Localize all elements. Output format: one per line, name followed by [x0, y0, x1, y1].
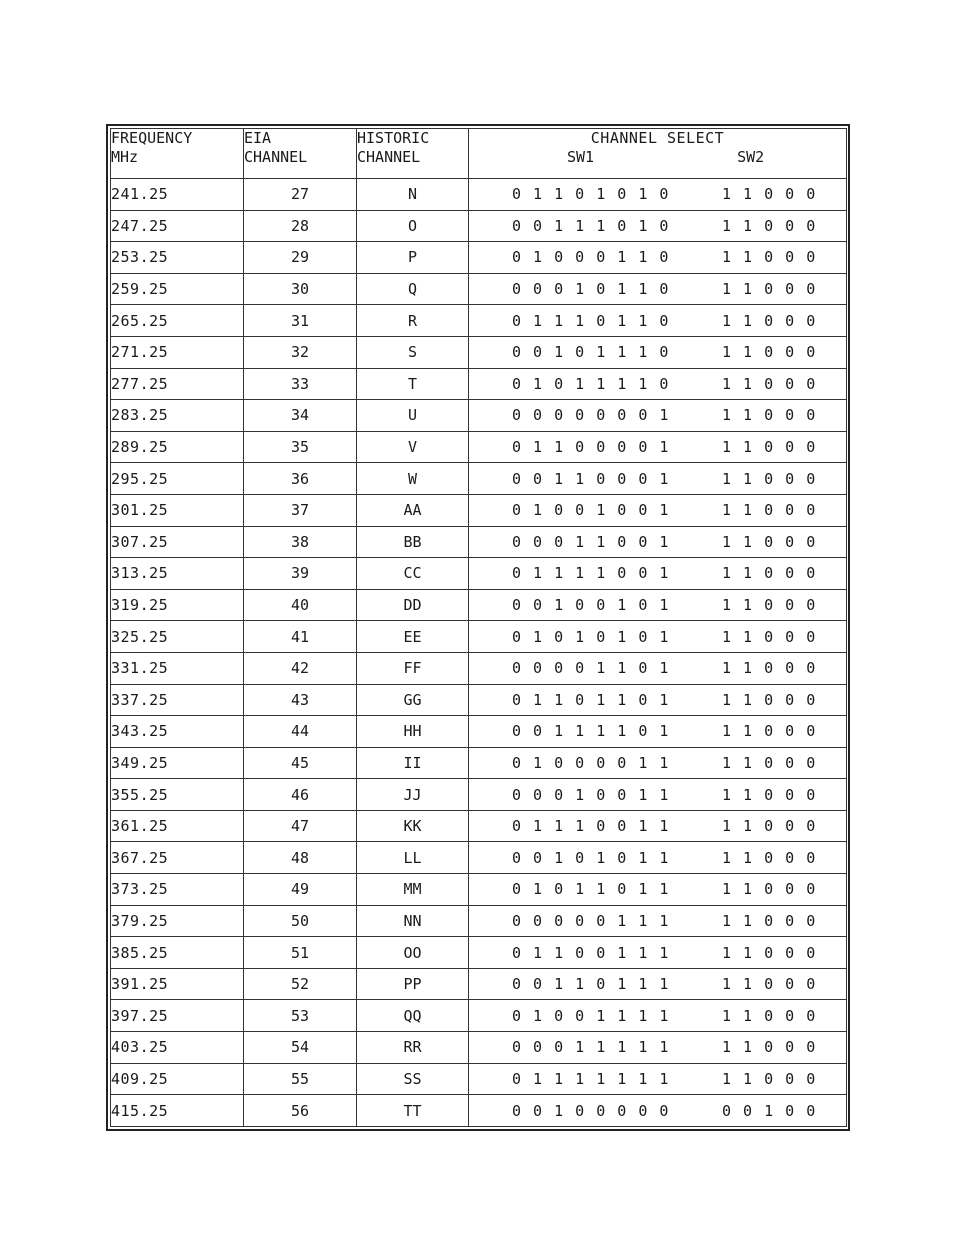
table-row	[111, 494, 847, 526]
cell-channel-select	[469, 621, 847, 653]
cell-frequency: 409.25	[111, 1063, 244, 1095]
table-row	[111, 621, 847, 653]
sw2-bits: 1 1 0 0 0	[722, 880, 816, 899]
header-historic-line1: HISTORIC	[357, 129, 430, 147]
switch-bits	[469, 185, 846, 203]
header-frequency-line2: MHz	[111, 148, 139, 166]
cell-eia-channel: 44	[244, 716, 357, 748]
cell-frequency: 415.25	[111, 1095, 244, 1127]
cell-frequency: 373.25	[111, 874, 244, 906]
cell-channel-select	[469, 937, 847, 969]
sw1-bits: 0 0 0 0 0 0 0 1	[512, 406, 669, 425]
cell-eia-channel: 38	[244, 526, 357, 558]
switch-bits	[469, 1007, 846, 1025]
cell-eia-channel: 49	[244, 874, 357, 906]
header-historic-channel	[357, 129, 469, 179]
cell-eia-channel: 28	[244, 210, 357, 242]
cell-frequency: 265.25	[111, 305, 244, 337]
cell-frequency: 331.25	[111, 652, 244, 684]
switch-bits	[469, 248, 846, 266]
header-switch-labels	[469, 148, 846, 167]
switch-bits	[469, 817, 846, 835]
cell-eia-channel: 45	[244, 747, 357, 779]
cell-historic-channel: U	[357, 400, 469, 432]
cell-eia-channel: 48	[244, 842, 357, 874]
sw1-bits: 0 0 0 1 0 0 1 1	[512, 785, 669, 804]
table-row	[111, 810, 847, 842]
sw2-bits: 1 1 0 0 0	[722, 311, 816, 330]
cell-eia-channel: 42	[244, 652, 357, 684]
cell-eia-channel: 54	[244, 1032, 357, 1064]
cell-frequency: 283.25	[111, 400, 244, 432]
cell-frequency: 277.25	[111, 368, 244, 400]
cell-historic-channel: GG	[357, 684, 469, 716]
table-row	[111, 968, 847, 1000]
cell-channel-select	[469, 779, 847, 811]
table-frame	[106, 124, 850, 1131]
cell-frequency: 313.25	[111, 558, 244, 590]
cell-eia-channel: 41	[244, 621, 357, 653]
sw2-bits: 1 1 0 0 0	[722, 532, 816, 551]
cell-frequency: 385.25	[111, 937, 244, 969]
sw2-bits: 1 1 0 0 0	[722, 848, 816, 867]
table-row	[111, 905, 847, 937]
sw2-bits: 1 1 0 0 0	[722, 817, 816, 836]
switch-bits	[469, 628, 846, 646]
switch-bits	[469, 880, 846, 898]
cell-historic-channel: LL	[357, 842, 469, 874]
cell-channel-select	[469, 652, 847, 684]
cell-frequency: 343.25	[111, 716, 244, 748]
table-row	[111, 336, 847, 368]
cell-channel-select	[469, 747, 847, 779]
cell-channel-select	[469, 210, 847, 242]
cell-eia-channel: 56	[244, 1095, 357, 1127]
cell-historic-channel: FF	[357, 652, 469, 684]
switch-bits	[469, 343, 846, 361]
switch-bits	[469, 722, 846, 740]
cell-historic-channel: BB	[357, 526, 469, 558]
cell-historic-channel: DD	[357, 589, 469, 621]
cell-frequency: 307.25	[111, 526, 244, 558]
switch-bits	[469, 849, 846, 867]
table-row	[111, 747, 847, 779]
cell-eia-channel: 53	[244, 1000, 357, 1032]
cell-channel-select	[469, 1063, 847, 1095]
sw2-bits: 1 1 0 0 0	[722, 659, 816, 678]
switch-bits	[469, 754, 846, 772]
table-row	[111, 558, 847, 590]
cell-frequency: 379.25	[111, 905, 244, 937]
switch-bits	[469, 533, 846, 551]
cell-historic-channel: Q	[357, 273, 469, 305]
table-row	[111, 242, 847, 274]
switch-bits	[469, 1102, 846, 1120]
sw1-bits: 0 0 0 0 0 1 1 1	[512, 911, 669, 930]
switch-bits	[469, 217, 846, 235]
switch-bits	[469, 1070, 846, 1088]
cell-frequency: 259.25	[111, 273, 244, 305]
sw1-bits: 0 0 1 0 1 0 1 1	[512, 848, 669, 867]
cell-channel-select	[469, 273, 847, 305]
cell-channel-select	[469, 810, 847, 842]
sw2-bits: 0 0 1 0 0	[722, 1101, 816, 1120]
cell-channel-select	[469, 589, 847, 621]
cell-frequency: 253.25	[111, 242, 244, 274]
sw2-bits: 1 1 0 0 0	[722, 469, 816, 488]
cell-historic-channel: QQ	[357, 1000, 469, 1032]
sw1-bits: 0 1 1 1 0 0 1 1	[512, 817, 669, 836]
cell-eia-channel: 51	[244, 937, 357, 969]
sw1-bits: 0 1 1 1 1 1 1 1	[512, 1069, 669, 1088]
switch-bits	[469, 912, 846, 930]
header-eia-channel	[244, 129, 357, 179]
sw2-bits: 1 1 0 0 0	[722, 406, 816, 425]
cell-historic-channel: HH	[357, 716, 469, 748]
cell-eia-channel: 27	[244, 179, 357, 211]
sw1-bits: 0 1 0 0 0 1 1 0	[512, 248, 669, 267]
cell-channel-select	[469, 463, 847, 495]
table-row	[111, 305, 847, 337]
cell-historic-channel: S	[357, 336, 469, 368]
switch-bits	[469, 564, 846, 582]
table-row	[111, 400, 847, 432]
sw1-bits: 0 1 1 1 1 0 0 1	[512, 564, 669, 583]
cell-frequency: 337.25	[111, 684, 244, 716]
cell-channel-select	[469, 179, 847, 211]
cell-channel-select	[469, 494, 847, 526]
sw1-bits: 0 0 1 1 1 1 0 1	[512, 722, 669, 741]
sw1-bits: 0 1 1 0 1 0 1 0	[512, 185, 669, 204]
switch-bits	[469, 406, 846, 424]
cell-channel-select	[469, 968, 847, 1000]
header-channel-select-title: CHANNEL SELECT	[590, 129, 725, 147]
sw1-bits: 0 1 0 0 0 0 1 1	[512, 753, 669, 772]
sw2-bits: 1 1 0 0 0	[722, 438, 816, 457]
cell-historic-channel: JJ	[357, 779, 469, 811]
cell-frequency: 361.25	[111, 810, 244, 842]
table-row	[111, 684, 847, 716]
cell-channel-select	[469, 526, 847, 558]
sw2-bits: 1 1 0 0 0	[722, 943, 816, 962]
header-frequency-line1: FREQUENCY	[111, 129, 193, 147]
cell-eia-channel: 30	[244, 273, 357, 305]
cell-channel-select	[469, 684, 847, 716]
table-row	[111, 652, 847, 684]
cell-channel-select	[469, 842, 847, 874]
cell-historic-channel: R	[357, 305, 469, 337]
sw2-bits: 1 1 0 0 0	[722, 975, 816, 994]
cell-frequency: 319.25	[111, 589, 244, 621]
cell-eia-channel: 31	[244, 305, 357, 337]
cell-channel-select	[469, 400, 847, 432]
sw2-bits: 1 1 0 0 0	[722, 911, 816, 930]
table-header-row	[111, 129, 847, 179]
cell-eia-channel: 32	[244, 336, 357, 368]
sw1-bits: 0 1 1 0 0 1 1 1	[512, 943, 669, 962]
switch-bits	[469, 470, 846, 488]
channel-table	[110, 128, 847, 1127]
cell-eia-channel: 39	[244, 558, 357, 590]
cell-eia-channel: 43	[244, 684, 357, 716]
sw1-bits: 0 0 1 1 0 1 1 1	[512, 975, 669, 994]
table-row	[111, 589, 847, 621]
cell-frequency: 289.25	[111, 431, 244, 463]
table-row	[111, 842, 847, 874]
sw1-bits: 0 0 1 1 1 0 1 0	[512, 216, 669, 235]
sw1-bits: 0 0 0 0 1 1 0 1	[512, 659, 669, 678]
cell-channel-select	[469, 716, 847, 748]
cell-frequency: 241.25	[111, 179, 244, 211]
cell-channel-select	[469, 1032, 847, 1064]
cell-channel-select	[469, 1095, 847, 1127]
cell-historic-channel: O	[357, 210, 469, 242]
sw2-bits: 1 1 0 0 0	[722, 1069, 816, 1088]
switch-bits	[469, 786, 846, 804]
sw1-bits: 0 0 0 1 0 1 1 0	[512, 280, 669, 299]
cell-channel-select	[469, 368, 847, 400]
table-row	[111, 463, 847, 495]
cell-frequency: 301.25	[111, 494, 244, 526]
header-sw2: SW2	[737, 148, 765, 166]
sw2-bits: 1 1 0 0 0	[722, 248, 816, 267]
table-row	[111, 716, 847, 748]
cell-eia-channel: 40	[244, 589, 357, 621]
sw2-bits: 1 1 0 0 0	[722, 216, 816, 235]
cell-historic-channel: TT	[357, 1095, 469, 1127]
table-row	[111, 273, 847, 305]
table-row	[111, 1032, 847, 1064]
table-row	[111, 874, 847, 906]
cell-channel-select	[469, 305, 847, 337]
sw1-bits: 0 1 1 1 0 1 1 0	[512, 311, 669, 330]
cell-historic-channel: AA	[357, 494, 469, 526]
sw1-bits: 0 0 1 0 0 0 0 0	[512, 1101, 669, 1120]
cell-eia-channel: 50	[244, 905, 357, 937]
sw2-bits: 1 1 0 0 0	[722, 596, 816, 615]
cell-eia-channel: 35	[244, 431, 357, 463]
table-row	[111, 431, 847, 463]
cell-eia-channel: 55	[244, 1063, 357, 1095]
table-row	[111, 937, 847, 969]
cell-frequency: 367.25	[111, 842, 244, 874]
sw1-bits: 0 0 0 1 1 0 0 1	[512, 532, 669, 551]
sw1-bits: 0 1 0 1 1 1 1 0	[512, 374, 669, 393]
cell-eia-channel: 29	[244, 242, 357, 274]
sw1-bits: 0 0 0 1 1 1 1 1	[512, 1038, 669, 1057]
sw1-bits: 0 1 1 0 0 0 0 1	[512, 438, 669, 457]
table-row	[111, 1095, 847, 1127]
header-eia-line1: EIA	[244, 129, 272, 147]
sw2-bits: 1 1 0 0 0	[722, 722, 816, 741]
table-row	[111, 779, 847, 811]
cell-historic-channel: PP	[357, 968, 469, 1000]
cell-frequency: 325.25	[111, 621, 244, 653]
sw2-bits: 1 1 0 0 0	[722, 501, 816, 520]
cell-historic-channel: N	[357, 179, 469, 211]
cell-eia-channel: 46	[244, 779, 357, 811]
cell-historic-channel: MM	[357, 874, 469, 906]
header-channel-select	[469, 129, 847, 179]
sw2-bits: 1 1 0 0 0	[722, 1006, 816, 1025]
switch-bits	[469, 944, 846, 962]
sw1-bits: 0 1 1 0 1 1 0 1	[512, 690, 669, 709]
cell-channel-select	[469, 242, 847, 274]
sw2-bits: 1 1 0 0 0	[722, 785, 816, 804]
switch-bits	[469, 501, 846, 519]
sw2-bits: 1 1 0 0 0	[722, 753, 816, 772]
cell-frequency: 397.25	[111, 1000, 244, 1032]
cell-frequency: 349.25	[111, 747, 244, 779]
cell-eia-channel: 47	[244, 810, 357, 842]
table-row	[111, 1000, 847, 1032]
sw2-bits: 1 1 0 0 0	[722, 343, 816, 362]
table-row	[111, 1063, 847, 1095]
switch-bits	[469, 438, 846, 456]
cell-historic-channel: EE	[357, 621, 469, 653]
cell-channel-select	[469, 874, 847, 906]
cell-channel-select	[469, 336, 847, 368]
table-row	[111, 526, 847, 558]
cell-historic-channel: V	[357, 431, 469, 463]
cell-historic-channel: OO	[357, 937, 469, 969]
sw2-bits: 1 1 0 0 0	[722, 564, 816, 583]
sw1-bits: 0 0 1 0 0 1 0 1	[512, 596, 669, 615]
switch-bits	[469, 312, 846, 330]
cell-historic-channel: NN	[357, 905, 469, 937]
sw2-bits: 1 1 0 0 0	[722, 690, 816, 709]
cell-eia-channel: 37	[244, 494, 357, 526]
cell-historic-channel: W	[357, 463, 469, 495]
cell-historic-channel: T	[357, 368, 469, 400]
cell-historic-channel: II	[357, 747, 469, 779]
sw2-bits: 1 1 0 0 0	[722, 280, 816, 299]
switch-bits	[469, 691, 846, 709]
switch-bits	[469, 280, 846, 298]
cell-frequency: 391.25	[111, 968, 244, 1000]
cell-channel-select	[469, 431, 847, 463]
header-historic-line2: CHANNEL	[357, 148, 421, 166]
sw1-bits: 0 0 1 1 0 0 0 1	[512, 469, 669, 488]
switch-bits	[469, 596, 846, 614]
sw2-bits: 1 1 0 0 0	[722, 1038, 816, 1057]
sw1-bits: 0 1 0 0 1 1 1 1	[512, 1006, 669, 1025]
cell-channel-select	[469, 905, 847, 937]
cell-historic-channel: CC	[357, 558, 469, 590]
header-sw1: SW1	[567, 148, 595, 166]
cell-historic-channel: SS	[357, 1063, 469, 1095]
switch-bits	[469, 659, 846, 677]
cell-frequency: 355.25	[111, 779, 244, 811]
sw1-bits: 0 1 0 1 1 0 1 1	[512, 880, 669, 899]
switch-bits	[469, 1038, 846, 1056]
sw2-bits: 1 1 0 0 0	[722, 627, 816, 646]
cell-historic-channel: RR	[357, 1032, 469, 1064]
table-row	[111, 210, 847, 242]
sw1-bits: 0 1 0 0 1 0 0 1	[512, 501, 669, 520]
cell-frequency: 271.25	[111, 336, 244, 368]
cell-frequency: 295.25	[111, 463, 244, 495]
sw1-bits: 0 0 1 0 1 1 1 0	[512, 343, 669, 362]
switch-bits	[469, 975, 846, 993]
table-row	[111, 368, 847, 400]
cell-channel-select	[469, 558, 847, 590]
cell-historic-channel: KK	[357, 810, 469, 842]
cell-frequency: 403.25	[111, 1032, 244, 1064]
table-body	[111, 179, 847, 1127]
header-eia-line2: CHANNEL	[244, 148, 308, 166]
cell-eia-channel: 34	[244, 400, 357, 432]
cell-frequency: 247.25	[111, 210, 244, 242]
cell-eia-channel: 33	[244, 368, 357, 400]
switch-bits	[469, 375, 846, 393]
table-row	[111, 179, 847, 211]
cell-eia-channel: 36	[244, 463, 357, 495]
cell-historic-channel: P	[357, 242, 469, 274]
sw2-bits: 1 1 0 0 0	[722, 374, 816, 393]
cell-eia-channel: 52	[244, 968, 357, 1000]
cell-channel-select	[469, 1000, 847, 1032]
sw2-bits: 1 1 0 0 0	[722, 185, 816, 204]
sw1-bits: 0 1 0 1 0 1 0 1	[512, 627, 669, 646]
header-frequency	[111, 129, 244, 179]
